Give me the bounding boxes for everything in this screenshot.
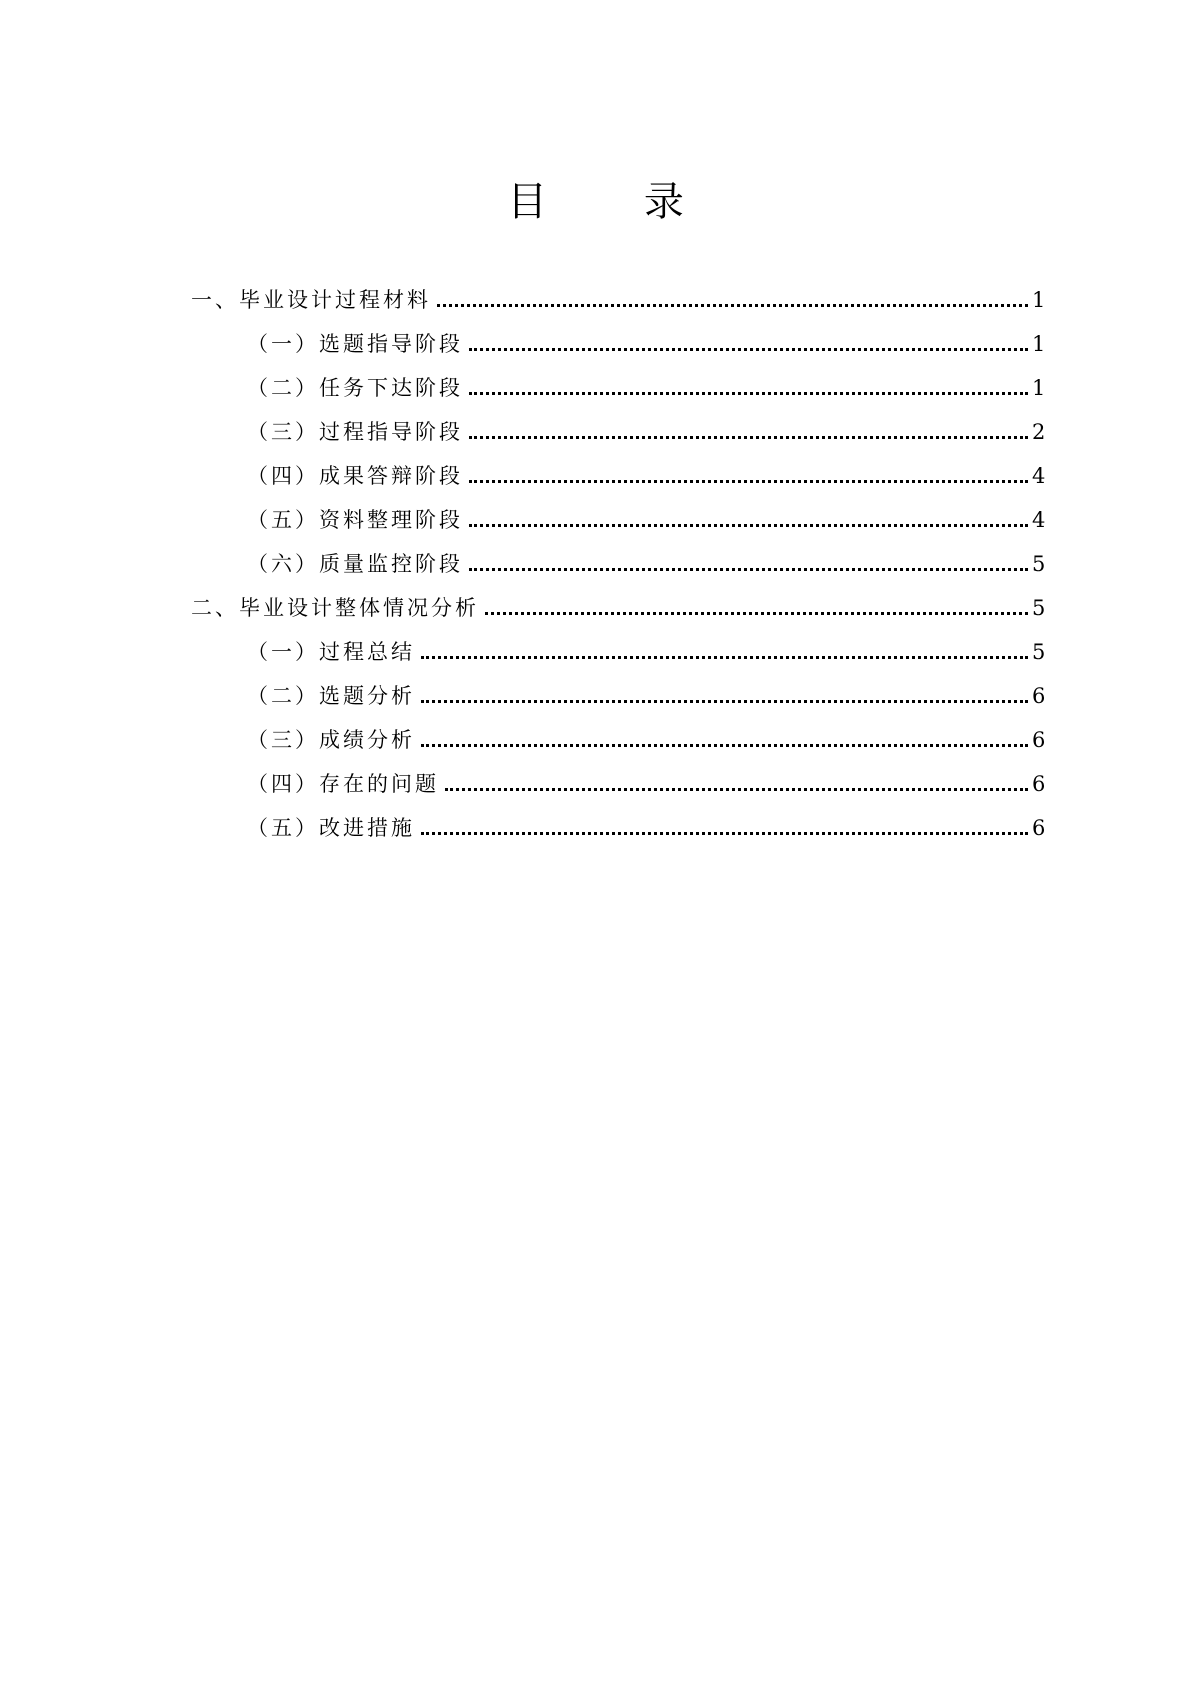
dot-leader <box>445 788 1028 791</box>
toc-entry-text: （二）选题分析 <box>247 684 415 708</box>
toc-page-number: 4 <box>1032 508 1046 532</box>
toc-section-entry[interactable] <box>191 270 1044 314</box>
toc-entry-text: （四）存在的问题 <box>247 772 439 796</box>
toc-page-number: 6 <box>1032 816 1046 840</box>
toc-entry-text: （五）资料整理阶段 <box>247 508 463 532</box>
toc-subsection-entry[interactable] <box>191 710 1044 754</box>
dot-leader <box>469 568 1028 571</box>
dot-leader <box>421 832 1028 835</box>
toc-entry-text: （一）过程总结 <box>247 640 415 664</box>
toc-entry-text: （六）质量监控阶段 <box>247 552 463 576</box>
toc-page-number: 6 <box>1032 728 1046 752</box>
dot-leader <box>437 304 1028 307</box>
toc-page-number: 2 <box>1032 420 1046 444</box>
dot-leader <box>485 612 1028 615</box>
toc-subsection-entry[interactable] <box>191 798 1044 842</box>
toc-title: 目 录 <box>507 179 726 225</box>
dot-leader <box>421 700 1028 703</box>
toc-entry-text: （三）过程指导阶段 <box>247 420 463 444</box>
toc-entry-text: （二）任务下达阶段 <box>247 376 463 400</box>
toc-subsection-entry[interactable] <box>191 622 1044 666</box>
dot-leader <box>469 480 1028 483</box>
toc-entry-text: 二、毕业设计整体情况分析 <box>191 596 479 620</box>
toc-entry-text: （五）改进措施 <box>247 816 415 840</box>
toc-page-number: 5 <box>1032 552 1046 576</box>
toc-page-number: 1 <box>1032 332 1046 356</box>
toc-entry-text: （四）成果答辩阶段 <box>247 464 463 488</box>
toc-page-number: 5 <box>1032 640 1046 664</box>
toc-subsection-entry[interactable] <box>191 490 1044 534</box>
toc-entry-text: （三）成绩分析 <box>247 728 415 752</box>
toc-subsection-entry[interactable] <box>191 314 1044 358</box>
toc-subsection-entry[interactable] <box>191 534 1044 578</box>
dot-leader <box>469 348 1028 351</box>
dot-leader <box>421 656 1028 659</box>
toc-entry-text: 一、毕业设计过程材料 <box>191 288 431 312</box>
dot-leader <box>421 744 1028 747</box>
dot-leader <box>469 524 1028 527</box>
toc-page-number: 6 <box>1032 772 1046 796</box>
toc-page-number: 5 <box>1032 596 1046 620</box>
toc-subsection-entry[interactable] <box>191 446 1044 490</box>
toc-subsection-entry[interactable] <box>191 358 1044 402</box>
toc-subsection-entry[interactable] <box>191 666 1044 710</box>
toc-page-number: 1 <box>1032 288 1046 312</box>
toc-subsection-entry[interactable] <box>191 402 1044 446</box>
table-of-contents <box>191 270 1044 842</box>
toc-entry-text: （一）选题指导阶段 <box>247 332 463 356</box>
dot-leader <box>469 392 1028 395</box>
toc-page-number: 6 <box>1032 684 1046 708</box>
toc-page-number: 4 <box>1032 464 1046 488</box>
dot-leader <box>469 436 1028 439</box>
toc-section-entry[interactable] <box>191 578 1044 622</box>
toc-page-number: 1 <box>1032 376 1046 400</box>
toc-subsection-entry[interactable] <box>191 754 1044 798</box>
